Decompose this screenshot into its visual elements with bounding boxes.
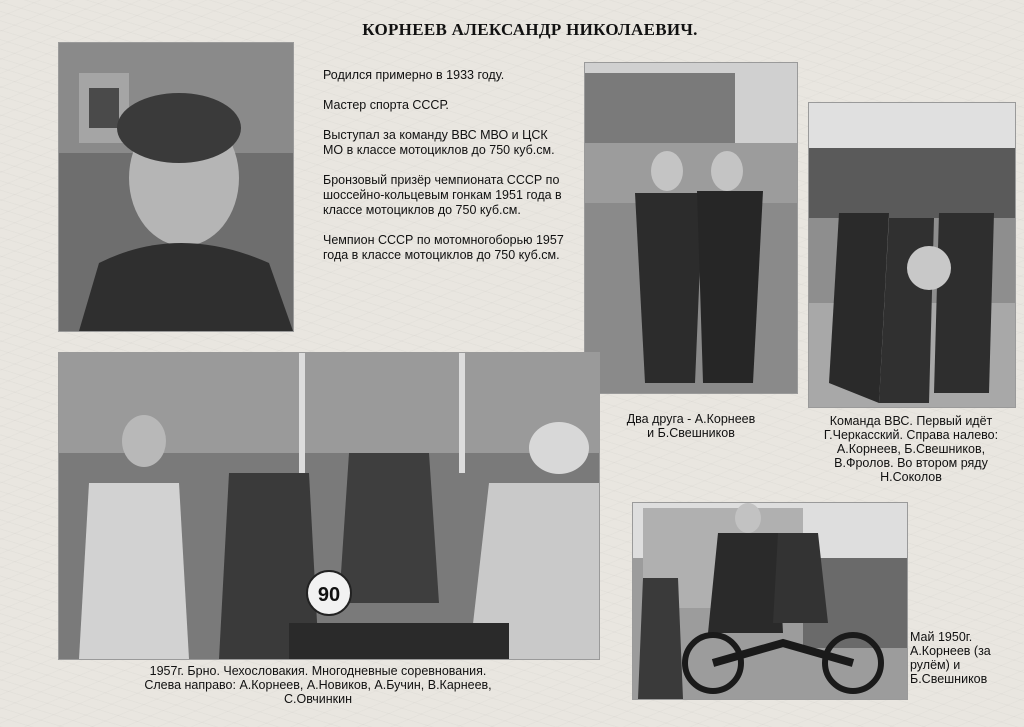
bio-birth: Родился примерно в 1933 году. xyxy=(323,68,505,82)
bio-bronze: Бронзовый призёр чемпионата СССР по шоссейно-кольцевым гонкам 1951 года в классе мотоциклов до 750 куб.см. xyxy=(323,173,562,217)
page-title: КОРНЕЕВ АЛЕКСАНДР НИКОЛАЕВИЧ. xyxy=(362,20,698,39)
caption-line: 1957г. Брно. Чехословакия. Многодневные соревнования. xyxy=(149,664,487,678)
caption-line: Н.Соколов xyxy=(880,470,942,484)
caption-line: Б.Свешников xyxy=(910,672,988,686)
caption-line: Г.Черкасский. Справа налево: xyxy=(823,428,999,442)
caption-two-friends xyxy=(598,412,784,440)
caption-brno xyxy=(108,664,528,706)
bio-champion: Чемпион СССР по мотомногоборью 1957 года в классе мотоциклов до 750 куб.см. xyxy=(323,233,564,262)
caption-team xyxy=(808,414,1014,484)
caption-line: Два друга - А.Корнеев xyxy=(626,412,756,426)
caption-line: С.Овчинкин xyxy=(283,692,353,706)
caption-line: А.Корнеев (за xyxy=(910,644,991,658)
caption-may-1950 xyxy=(910,630,1010,686)
biography-text xyxy=(323,68,568,278)
race-number-plate: 90 xyxy=(317,584,341,606)
bio-title: Мастер спорта СССР. xyxy=(323,98,449,112)
motorcycle-1950-photo xyxy=(632,502,908,700)
team-parade-photo xyxy=(808,102,1016,408)
portrait-photo xyxy=(58,42,294,332)
caption-line: рулём) и xyxy=(910,658,961,672)
caption-line: Команда ВВС. Первый идёт xyxy=(829,414,993,428)
caption-line: В.Фролов. Во втором ряду xyxy=(834,456,988,470)
caption-line: Май 1950г. xyxy=(910,630,973,644)
bio-teams: Выступал за команду ВВС МВО и ЦСК МО в классе мотоциклов до 750 куб.см. xyxy=(323,128,555,157)
two-friends-photo xyxy=(584,62,798,394)
caption-line: А.Корнеев, Б.Свешников, xyxy=(836,442,986,456)
brno-competition-photo xyxy=(58,352,600,660)
caption-line: и Б.Свешников xyxy=(647,426,735,440)
caption-line: Слева направо: А.Корнеев, А.Новиков, А.Бучин, В.Карнеев, xyxy=(144,678,492,692)
